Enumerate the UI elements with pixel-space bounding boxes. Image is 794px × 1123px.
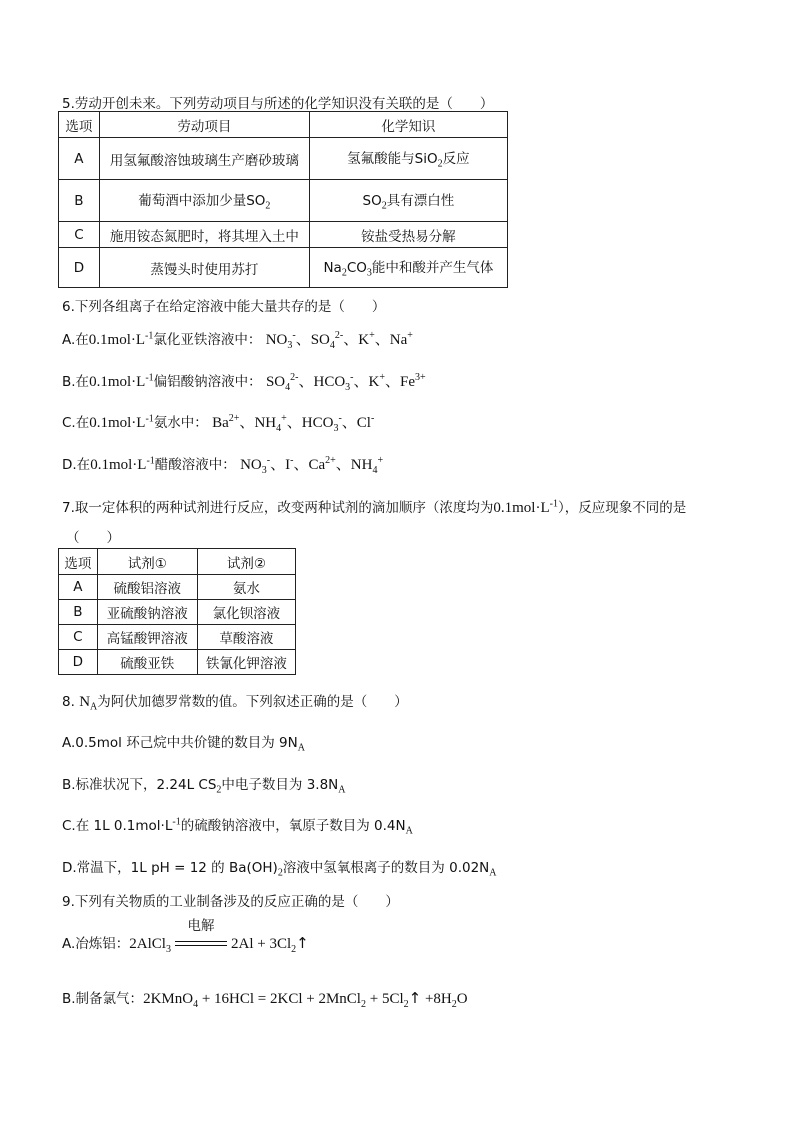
cell: 氯化钡溶液 (197, 600, 295, 625)
superscript: -1 (145, 413, 154, 425)
text: Na (389, 332, 408, 348)
q6-option-d (62, 453, 383, 476)
q7-header-reagent2: 试剂② (197, 549, 295, 575)
superscript: -1 (549, 498, 558, 510)
table-row (59, 575, 296, 600)
table-row (59, 180, 508, 222)
text: B.制备氯气： (62, 991, 144, 1007)
subscript: 2 (437, 158, 443, 170)
text: NH (350, 457, 373, 473)
ion-list: $Ba^{2+}$、$NH_4^+$、$HCO_3^-$、Cl- (212, 413, 375, 434)
text: NO (240, 457, 262, 473)
cell: D (59, 650, 98, 675)
subscript: 3 (287, 340, 293, 351)
q8-option-d (62, 856, 497, 879)
q7-header-reagent1: 试剂① (97, 549, 197, 575)
text: SO (362, 193, 382, 210)
q5-row-a-work: 用氢氟酸溶蚀玻璃生产磨砂玻璃 (99, 138, 309, 180)
subscript: A (489, 867, 497, 879)
text: Fe (400, 374, 416, 390)
cell: 氨水 (197, 575, 295, 600)
subscript: A (297, 742, 305, 754)
text: 0.1mol·L (90, 457, 147, 473)
text: 氨水中： (153, 415, 208, 431)
q5-row-c-work: 施用铵态氮肥时，将其埋入土中 (99, 222, 309, 248)
equation (129, 918, 309, 955)
text: + 5Cl (365, 991, 404, 1007)
text: 2AlCl (129, 936, 166, 952)
superscript: - (338, 413, 342, 424)
text: K (368, 374, 380, 390)
text: SO (265, 374, 286, 390)
equation (143, 989, 468, 1010)
q5-stem: 5.劳动开创未来。下列劳动项目与所述的化学知识没有关联的是（ ） (62, 96, 494, 112)
text: CO (346, 260, 367, 277)
ion-list: $NO_3^-$、I-、$Ca^{2+}$、$NH_4^+$ (240, 455, 384, 476)
q5-row-d-knowledge (309, 248, 507, 288)
superscript: 2- (334, 330, 344, 341)
text: Na (323, 260, 342, 277)
text: 0.1mol·L (88, 332, 146, 348)
cell: 铁氰化钾溶液 (197, 650, 295, 675)
subscript: 2 (291, 944, 297, 955)
q5-row-b-option: B (59, 180, 100, 222)
superscript: -1 (145, 330, 154, 342)
subscript: 2 (277, 867, 283, 879)
q6-option-c (62, 411, 374, 434)
subscript: 4 (193, 999, 199, 1010)
subscript: 3 (165, 944, 171, 955)
q5-row-d-option: D (59, 248, 100, 288)
q6-stem: 6.下列各组离子在给定溶液中能大量共存的是（ ） (62, 299, 386, 315)
subscript: A (405, 825, 413, 837)
text: NO (265, 332, 288, 348)
text: + 16HCl = 2KCl + 2MnCl (198, 991, 361, 1007)
subscript: 2 (403, 999, 409, 1010)
text: A.冶炼铝： (62, 936, 130, 952)
text: 的硫酸钠溶液中，氧原子数目为 0.4N (180, 818, 406, 834)
text: A.在 (62, 332, 89, 348)
subscript: A (338, 784, 346, 796)
superscript: + (377, 455, 384, 466)
ion-list: $NO_3^-$、$SO_4^{2-}$、K+、Na+ (265, 330, 413, 351)
superscript: 2- (290, 372, 299, 383)
superscript: 3+ (415, 372, 426, 383)
q5-row-b-knowledge (309, 180, 507, 222)
text: SO (310, 332, 330, 348)
text: B.在 (62, 374, 90, 390)
cell: C (59, 625, 98, 650)
superscript: - (350, 372, 354, 383)
subscript: 2 (360, 999, 366, 1010)
text: 2Al + 3Cl (230, 936, 292, 952)
text: B.标准状况下，2.24L CS (62, 777, 217, 793)
text: ），反应现象不同的是 (557, 500, 687, 516)
table-row (59, 222, 508, 248)
q5-header-work: 劳动项目 (99, 112, 309, 138)
q5-table (58, 111, 508, 288)
superscript: -1 (172, 816, 181, 828)
text: 0.1mol·L (89, 415, 146, 431)
table-row (59, 650, 296, 675)
text: 氯化亚铁溶液中： (153, 332, 262, 348)
q5-row-d-work: 蒸馒头时使用苏打 (99, 248, 309, 288)
cell: A (59, 575, 98, 600)
subscript: 4 (329, 340, 335, 351)
text: Ca (308, 457, 326, 473)
table-row (59, 248, 508, 288)
subscript: A (90, 701, 98, 713)
text: 反应 (442, 151, 470, 168)
subscript: 4 (372, 465, 378, 476)
text: 具有漂白性 (386, 193, 455, 210)
q5-header-option: 选项 (59, 112, 100, 138)
subscript: 2 (216, 784, 222, 796)
superscript: + (369, 330, 375, 341)
text: 醋酸溶液中： (154, 457, 236, 473)
subscript: 2 (265, 200, 271, 212)
superscript: + (281, 413, 287, 424)
q8-option-a (62, 731, 305, 754)
text: 偏铝酸钠溶液中： (153, 374, 262, 390)
text: C.在 (62, 415, 90, 431)
q7-stem (62, 496, 686, 517)
text: Cl (356, 415, 371, 431)
q5-row-a-option: A (59, 138, 100, 180)
subscript: 3 (333, 423, 339, 434)
superscript: 2+ (325, 455, 336, 466)
text: 7.取一定体积的两种试剂进行反应，改变两种试剂的滴加顺序（浓度均为 (62, 500, 494, 516)
q6-option-a (62, 328, 413, 351)
gas-arrow-icon: ↑ (296, 934, 309, 952)
table-row (59, 600, 296, 625)
electrolysis-condition (171, 918, 231, 953)
text: N (79, 694, 91, 710)
q7-header-option: 选项 (59, 549, 98, 575)
subscript: 3 (366, 267, 372, 279)
q9-option-a (62, 918, 309, 955)
equals-bar (175, 938, 227, 952)
text: 0.1mol·L (89, 374, 146, 390)
text: K (358, 332, 370, 348)
text: 氢氟酸能与SiO (347, 151, 438, 168)
q8-option-b (62, 773, 346, 796)
cell: 硫酸亚铁 (97, 650, 197, 675)
subscript: 2 (381, 200, 387, 212)
superscript: -1 (145, 372, 154, 384)
q7-answer-paren: （ ） (66, 530, 120, 546)
q5-row-a-knowledge (309, 138, 507, 180)
text: 能中和酸并产生气体 (371, 260, 494, 277)
text: +8H (421, 991, 452, 1007)
q5-row-c-knowledge: 铵盐受热易分解 (309, 222, 507, 248)
table-row (59, 138, 508, 180)
text: 2KMnO (143, 991, 194, 1007)
q5-header-knowledge: 化学知识 (309, 112, 507, 138)
text: D.常温下，1L pH = 12 的 Ba(OH) (62, 860, 278, 876)
cell: 高锰酸钾溶液 (97, 625, 197, 650)
superscript: - (290, 455, 294, 466)
cell: 硫酸铝溶液 (97, 575, 197, 600)
text: I (285, 457, 291, 473)
q8-option-c (62, 814, 413, 837)
text: 为阿伏加德罗常数的值。下列叙述正确的是（ ） (97, 694, 408, 710)
gas-arrow-icon: ↑ (408, 989, 422, 1007)
cell: 草酸溶液 (197, 625, 295, 650)
table-row (59, 625, 296, 650)
subscript: 3 (261, 465, 267, 476)
subscript: 3 (345, 382, 351, 393)
q9-stem: 9.下列有关物质的工业制备涉及的反应正确的是（ ） (62, 894, 399, 910)
text: D.在 (62, 457, 91, 473)
q5-row-b-work (99, 180, 309, 222)
text: HCO (313, 374, 346, 390)
text: NH (254, 415, 277, 431)
text: HCO (301, 415, 334, 431)
text: O (456, 991, 468, 1007)
q9-option-b (62, 987, 468, 1010)
text: 溶液中氢氧根离子的数目为 0.02N (282, 860, 490, 876)
q5-row-c-option: C (59, 222, 100, 248)
text: 0.1mol·L (493, 500, 550, 516)
ion-list: $SO_4^{2-}$、$HCO_3^-$、K+、$Fe^{3+}$ (265, 372, 426, 393)
text: A.0.5mol 环己烷中共价键的数目为 9N (62, 735, 298, 751)
superscript: - (292, 330, 296, 341)
text: 葡萄酒中添加少量SO (138, 193, 266, 210)
condition-label: 电解 (187, 918, 215, 934)
text: 8. (62, 694, 75, 710)
superscript: - (266, 455, 271, 466)
cell: 亚硫酸钠溶液 (97, 600, 197, 625)
superscript: -1 (146, 455, 155, 467)
q6-option-b (62, 370, 426, 393)
text: C.在 1L 0.1mol·L (62, 818, 173, 834)
superscript: + (379, 372, 386, 383)
superscript: - (370, 413, 375, 424)
cell: B (59, 600, 98, 625)
superscript: + (407, 330, 413, 341)
q7-table (58, 548, 296, 675)
subscript: 2 (341, 267, 347, 279)
text: 中电子数目为 3.8N (221, 777, 339, 793)
superscript: 2+ (228, 413, 240, 424)
subscript: 2 (451, 999, 457, 1010)
subscript: 4 (276, 423, 282, 434)
subscript: 4 (285, 382, 291, 393)
text: Ba (212, 415, 229, 431)
q8-stem (62, 690, 408, 713)
